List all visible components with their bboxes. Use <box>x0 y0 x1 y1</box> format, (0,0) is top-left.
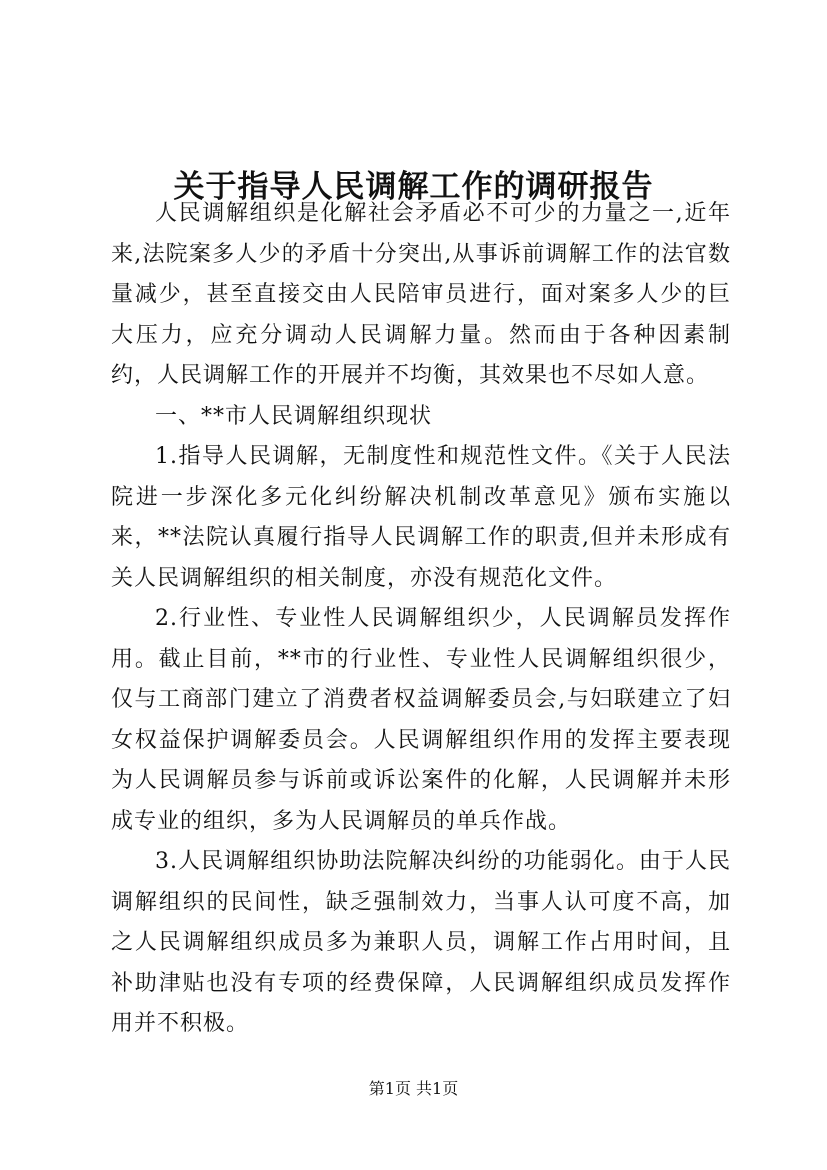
document-body <box>111 194 731 1045</box>
document-title: 关于指导人民调解工作的调研报告 <box>173 168 654 205</box>
paragraph-point-3: 3.人民调解组织协助法院解决纠纷的功能弱化。由于人民调解组织的民间性，缺乏强制效力，当事人认可度不高，加之人民调解组织成员多为兼职人员，调解工作占用时间，且补助津贴也没有专项的经费保障，人民调解组织成员发挥作用并不积极。 <box>111 849 731 1036</box>
page-footer: 第1页 共1页 <box>368 1079 459 1098</box>
section-heading: 一、**市人民调解组织现状 <box>155 403 433 429</box>
paragraph-intro: 人民调解组织是化解社会矛盾必不可少的力量之一,近年来,法院案多人少的矛盾十分突出,从事诉前调解工作的法官数量减少，甚至直接交由人民陪审员进行，面对案多人少的巨大压力，应充分调动人民调解力量。然而由于各种因素制约，人民调解工作的开展并不均衡，其效果也不尽如人意。 <box>111 201 731 388</box>
paragraph-point-2: 2.行业性、专业性人民调解组织少，人民调解员发挥作用。截止目前，**市的行业性、专业性人民调解组织很少，仅与工商部门建立了消费者权益调解委员会,与妇联建立了妇女权益保护调解委员会。人民调解组织作用的发挥主要表现为人民调解员参与诉前或诉讼案件的化解，人民调解并未形成专业的组织，多为人民调解员的单兵作战。 <box>111 606 731 834</box>
paragraph-point-1: 1.指导人民调解，无制度性和规范性文件。《关于人民法院进一步深化多元化纠纷解决机制改革意见》颁布实施以来，**法院认真履行指导人民调解工作的职责,但并未形成有关人民调解组织的相关制度，亦没有规范化文件。 <box>111 444 731 591</box>
